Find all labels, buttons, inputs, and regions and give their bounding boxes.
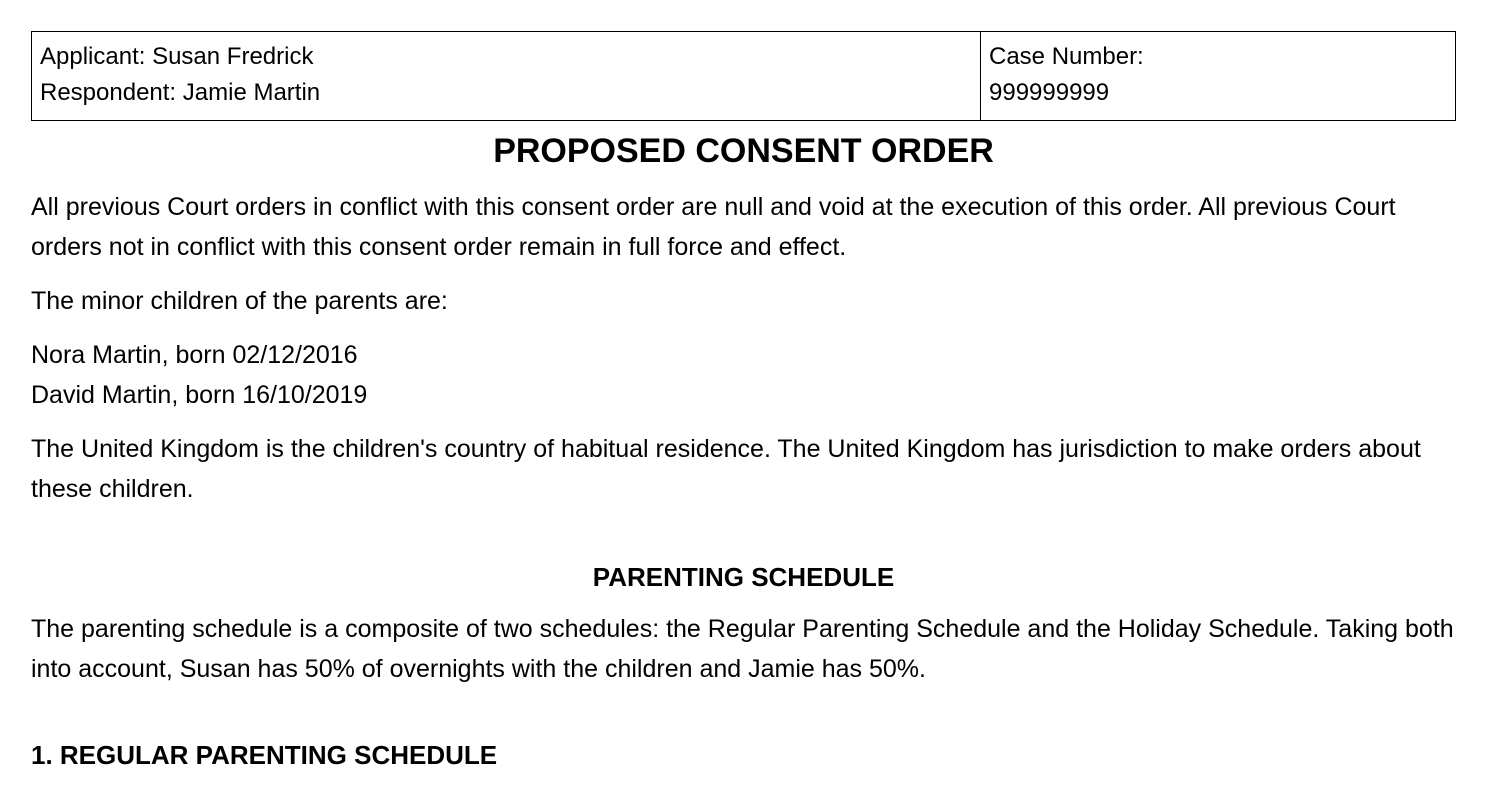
respondent-name: Jamie Martin	[182, 79, 321, 106]
child-entry: Nora Martin, born 02/12/2016	[31, 341, 358, 369]
case-header-table	[31, 31, 1456, 121]
children-list	[31, 335, 1456, 415]
document-title: PROPOSED CONSENT ORDER	[493, 132, 994, 170]
child-entry: David Martin, born 16/10/2019	[31, 381, 368, 409]
consent-order-document	[31, 31, 1456, 771]
respondent-line	[40, 75, 972, 111]
respondent-label: Respondent:	[40, 79, 177, 106]
parties-cell	[32, 32, 981, 121]
case-number-value: 999999999	[989, 79, 1110, 106]
applicant-name: Susan Fredrick	[152, 43, 314, 70]
applicant-line	[40, 39, 972, 75]
applicant-label: Applicant:	[40, 43, 146, 70]
parenting-schedule-description: The parenting schedule is a composite of two schedules: the Regular Parenting Schedule and the Holiday Schedule. Taking both into account, Susan has 50% of overnights with the children and Jamie has 50%.	[31, 615, 1454, 683]
parenting-schedule-heading: PARENTING SCHEDULE	[592, 562, 895, 592]
previous-orders-paragraph: All previous Court orders in conflict with this consent order are null and void at the execution of this order. All previous Court orders not in conflict with this consent order remain in full force and effect.	[31, 193, 1396, 261]
children-intro-paragraph: The minor children of the parents are:	[31, 287, 448, 315]
regular-schedule-heading: 1. REGULAR PARENTING SCHEDULE	[31, 740, 498, 770]
residence-paragraph: The United Kingdom is the children's country of habitual residence. The United Kingdom has jurisdiction to make orders about these children.	[31, 435, 1421, 503]
case-number-label: Case Number:	[989, 43, 1144, 70]
case-number-cell	[981, 32, 1456, 121]
